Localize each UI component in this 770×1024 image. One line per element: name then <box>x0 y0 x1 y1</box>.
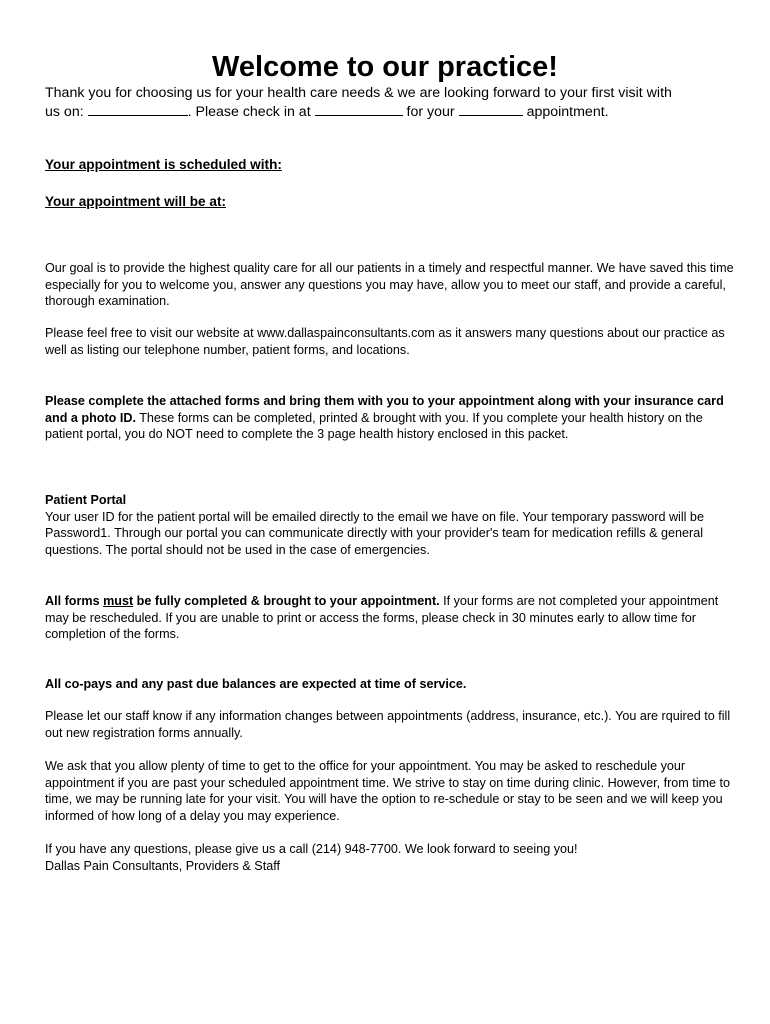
info-changes-paragraph: Please let our staff know if any information changes between appointments (address, insurance, etc.). You are rquired to fill out new registration forms annually. <box>45 709 731 740</box>
page-title: Welcome to our practice! <box>212 51 558 83</box>
all-forms-paragraph <box>45 593 735 643</box>
check-in-time-blank <box>315 102 403 116</box>
intro-paragraph <box>45 84 745 121</box>
patient-portal-body: Your user ID for the patient portal will be emailed directly to the email we have on file. Your temporary password will be Password1. Through our portal you can communicate directly with your provider's team for medication refills & general questions. The portal should not be used in the case of emergencies. <box>45 509 704 557</box>
closing-section <box>45 841 735 874</box>
website-paragraph: Please feel free to visit our website at www.dallaspainconsultants.com as it answers many questions about our practice as well as listing our telephone number, patient forms, and locations. <box>45 326 725 357</box>
intro-check-in: . Please check in at <box>187 104 311 120</box>
forms-instruction-rest: These forms can be completed, printed & brought with you. If you complete your health history on the patient portal, you do NOT need to complete the 3 page health history enclosed in this packet. <box>45 410 703 442</box>
all-forms-rest: If your forms are not completed your appointment may be rescheduled. If you are unable to print or access the forms, please check in 30 minutes early to allow time for completion of the forms. <box>45 594 719 642</box>
patient-portal-title: Patient Portal <box>45 493 127 507</box>
visit-date-blank <box>88 102 188 116</box>
patient-portal-section <box>45 492 735 558</box>
all-forms-bold-b: be fully completed & brought to your appointment. <box>133 594 440 608</box>
closing-questions: If you have any questions, please give us a call (214) 948-7700. We look forward to seeing you! <box>45 842 578 856</box>
goal-paragraph: Our goal is to provide the highest quality care for all our patients in a timely and respectful manner. We have saved this time especially for you to welcome you, answer any questions you may have, allow you to meet our staff, and provide a careful, thorough examination. <box>45 261 734 309</box>
copays-notice: All co-pays and any past due balances are expected at time of service. <box>45 677 467 691</box>
intro-appointment: appointment. <box>526 104 609 120</box>
intro-line-1: Thank you for choosing us for your health care needs & we are looking forward to your first visit with <box>45 85 672 101</box>
closing-signature: Dallas Pain Consultants, Providers & Staff <box>45 858 280 873</box>
all-forms-bold-a: All forms <box>45 594 104 608</box>
intro-for-your: for your <box>406 104 455 120</box>
all-forms-must: must <box>103 594 134 608</box>
appointment-time-blank <box>459 102 523 116</box>
location-heading: Your appointment will be at: <box>45 194 226 209</box>
intro-us-on: us on: <box>45 104 84 120</box>
forms-instruction-bold: Please complete the attached forms and bring them with you to your appointment along with your insurance card and a photo ID. <box>45 394 724 425</box>
intro-line-2 <box>45 102 745 121</box>
forms-paragraph <box>45 393 735 443</box>
scheduled-with-heading: Your appointment is scheduled with: <box>45 157 282 172</box>
arrival-time-paragraph: We ask that you allow plenty of time to get to the office for your appointment. You may be asked to reschedule your appointment if you are past your scheduled appointment time. We strive to stay on time during clinic. However, from time to time, we may be running late for your visit. You will have the option to re-schedule or stay to be seen and we will keep you informed of how long of a delay you may experience. <box>45 759 731 823</box>
